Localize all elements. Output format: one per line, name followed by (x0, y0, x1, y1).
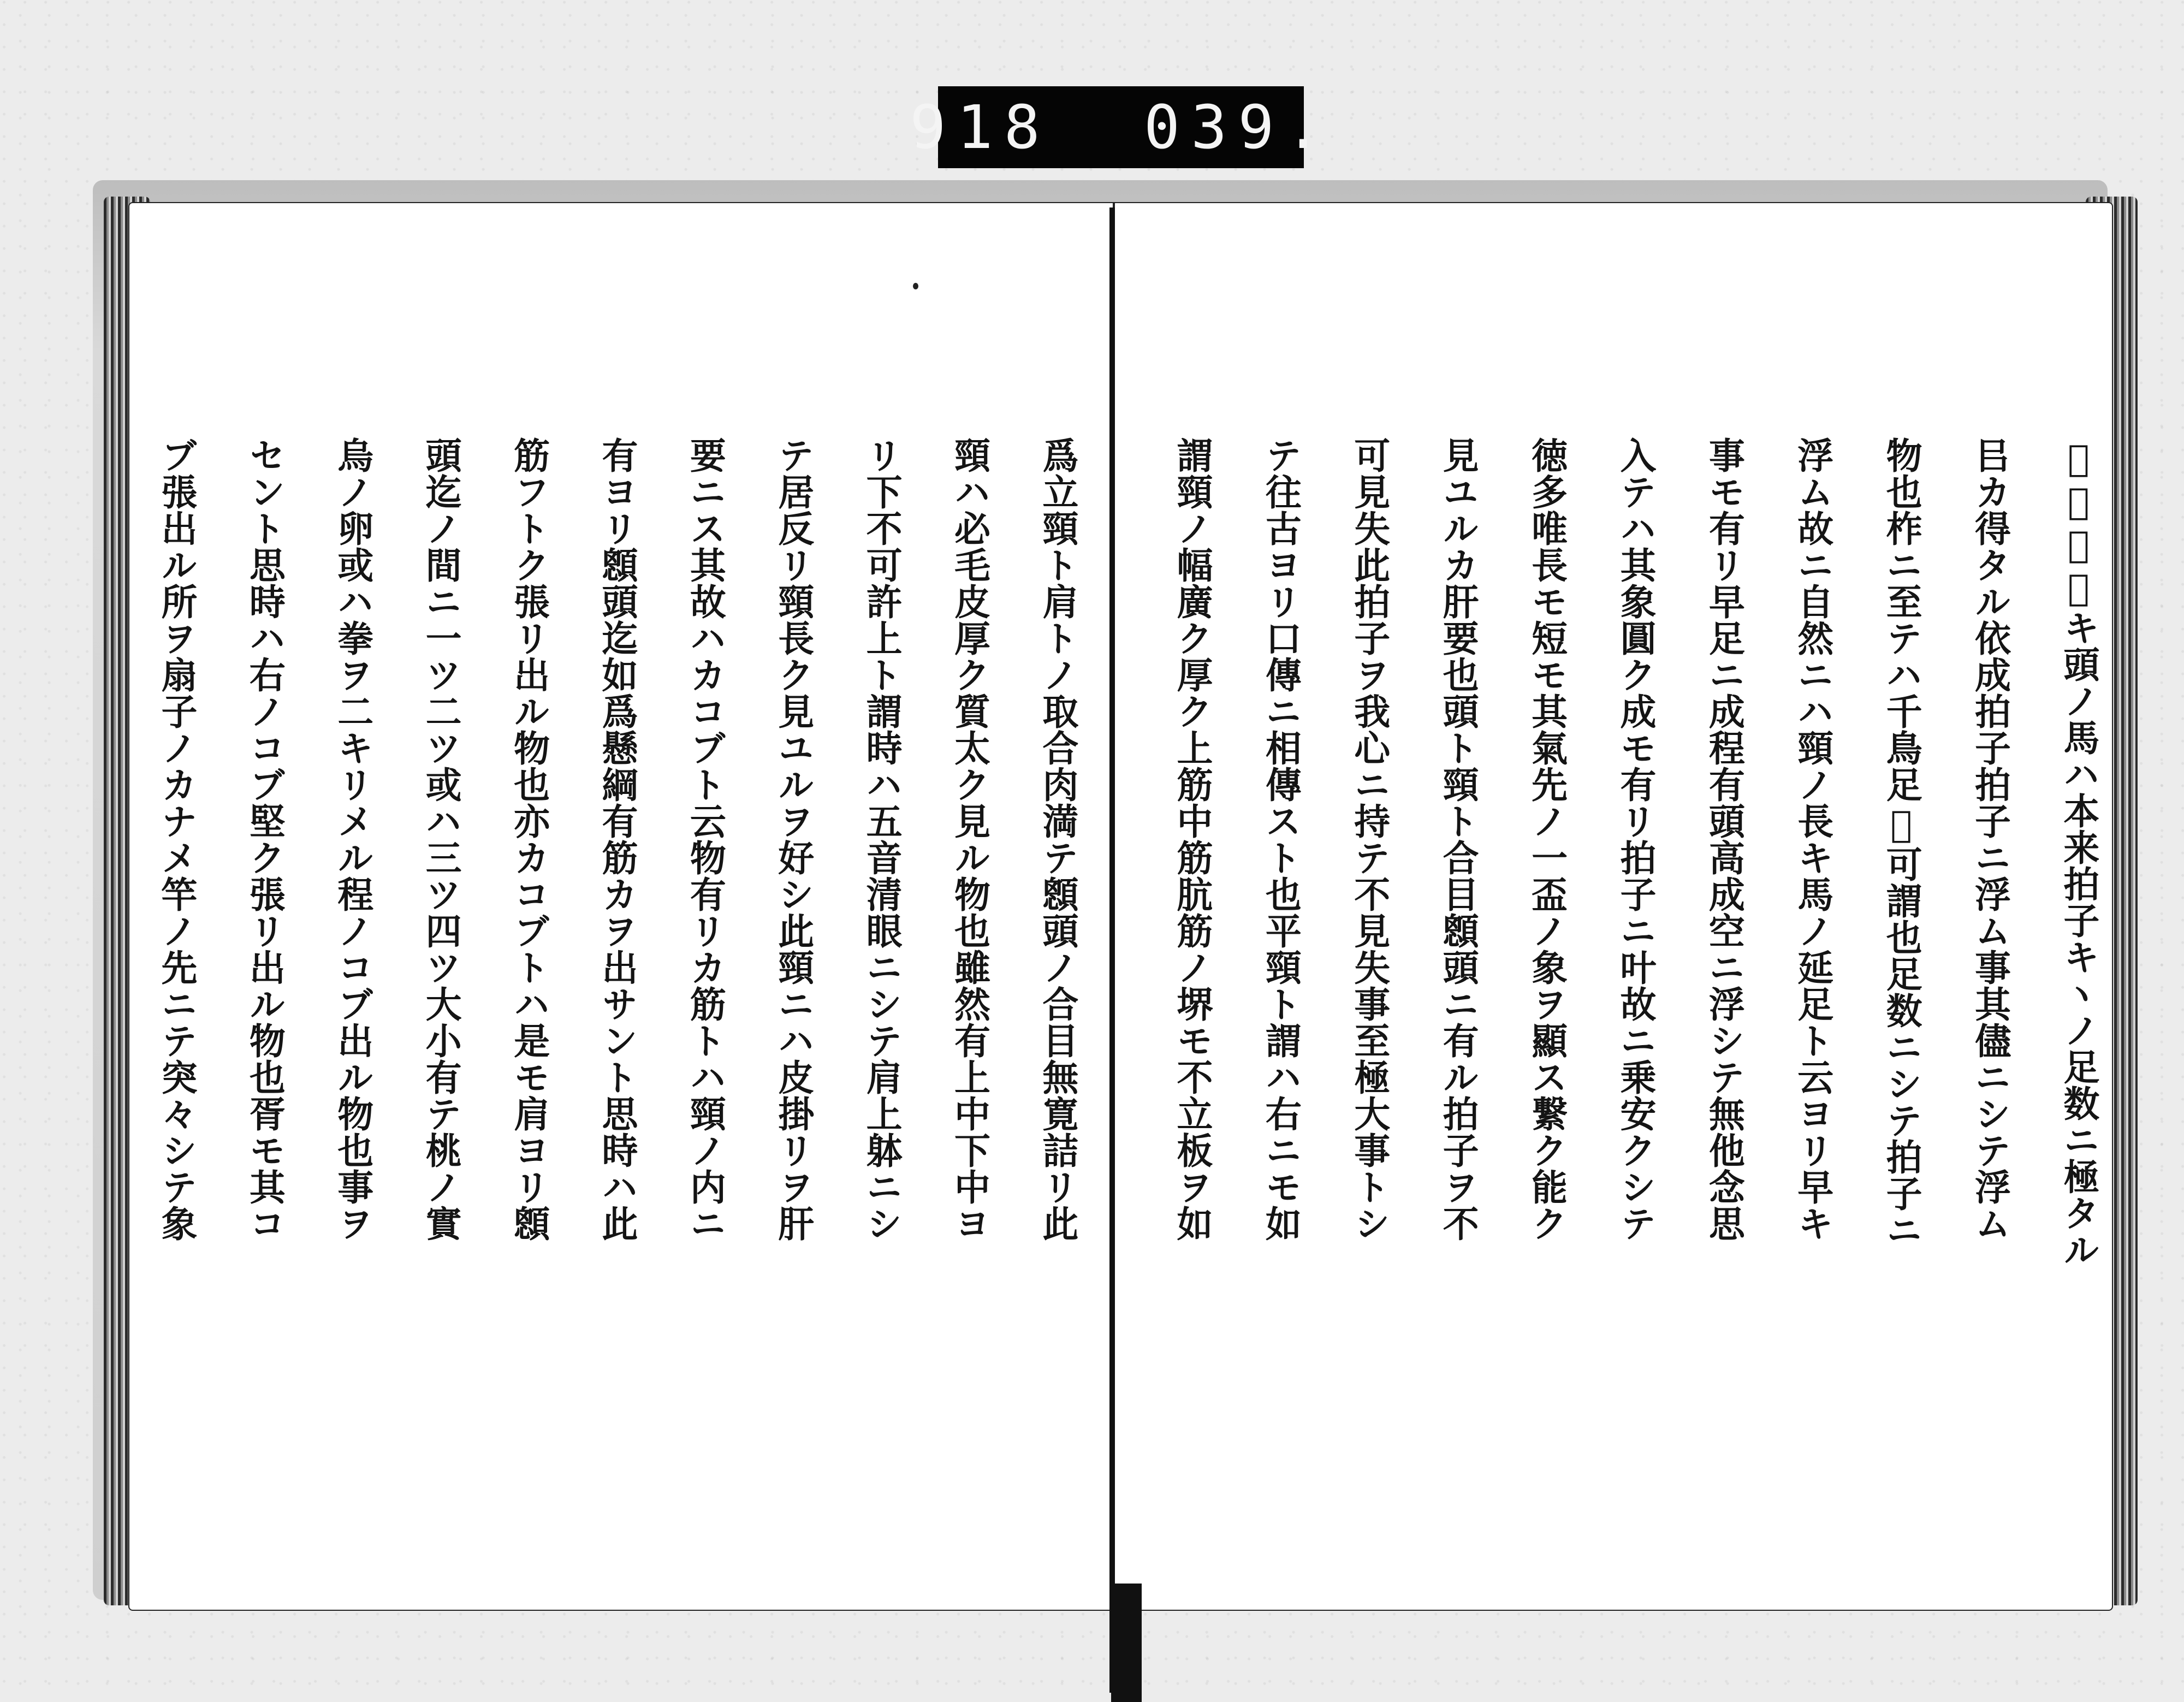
frame-number: 039. (1143, 92, 1332, 162)
text-column: 爲立頸ト肩トノ取合肉満テ顖頭ノ合目無寛詰リ此 (1036, 437, 1079, 1242)
text-column: 物也柞ニ至テハ千鳥足𪜈可謂也足数ニシテ拍子ニ (1880, 437, 1923, 1248)
text-column: ブ張出ル所ヲ扇子ノカナメ竿ノ先ニテ突々シテ象 (155, 437, 198, 1242)
text-column: 烏ノ卵或ハ拳ヲ二キリメル程ノコブ出ル物也事ヲ (331, 437, 374, 1242)
right-page-text (1171, 437, 2100, 1523)
text-column: 㠯カ得タル依成拍子拍子ニ浮ム事其儘ニシテ浮ム (1968, 437, 2011, 1242)
left-page-text (155, 437, 1079, 1523)
ink-dot (913, 283, 918, 289)
text-column: テ往古ヨリ口傳ニ相傳スト也平頸ト謂ハ右ニモ如 (1259, 437, 1302, 1242)
microfilm-frame-label (910, 86, 1332, 168)
text-column: リ下不可許上ト謂時ハ五音清眼ニシテ肩上躰ニシ (860, 437, 903, 1242)
text-column: 見ユルカ肝要也頭ト頸ト合目顖頭ニ有ル拍子ヲ不 (1437, 437, 1480, 1242)
text-column: 有ヨリ顖頭迄如爲懸綱有筋カヲ出サント思時ハ此 (595, 437, 638, 1242)
text-column: 頸ハ必毛皮厚ク質太ク見ル物也雖然有上中下中ヨ (948, 437, 991, 1242)
text-column: 浮ム故ニ自然ニハ頸ノ長キ馬ノ延足ト云ヨリ早キ (1791, 437, 1834, 1242)
text-column: テ居反リ頸長ク見ユルヲ好シ此頸ニハ皮掛リヲ肝 (771, 437, 815, 1242)
text-column: 𪜈可成短キ頭ノ馬ハ本来拍子キヽノ足数ニ極タル (2057, 437, 2100, 1268)
text-column: セント思時ハ右ノコブ堅ク張リ出ル物也胥モ其コ (243, 437, 286, 1242)
text-column: 筋フトク張リ出ル物也亦カコブトハ是モ肩ヨリ顖 (507, 437, 550, 1242)
text-column: 謂頸ノ幅廣ク厚ク上筋中筋肮筋ノ堺モ不立板ヲ如 (1171, 437, 1213, 1242)
text-column: 可見失此拍子ヲ我心ニ持テ不見失事至極大事トシ (1348, 437, 1391, 1242)
text-column: 入テハ其象圓ク成モ有リ拍子ニ叶故ニ乗安クシテ (1613, 437, 1657, 1242)
text-column: 要ニス其故ハカコブト云物有リカ筋トハ頸ノ内ニ (684, 437, 727, 1242)
text-column: 事モ有リ早足ニ成程有頭高成空ニ浮シテ無他念思 (1702, 437, 1746, 1242)
text-column: 徳多唯長モ短モ其氣先ノ一盃ノ象ヲ顯ス繋ク能ク (1525, 437, 1568, 1242)
book-gutter (1109, 207, 1115, 1693)
reel-number: 918 (910, 92, 1051, 162)
gutter-shadow (1111, 1584, 1142, 1702)
text-column: 頭迄ノ間ニ一ツ二ツ或ハ三ツ四ツ大小有テ桃ノ實 (419, 437, 462, 1242)
